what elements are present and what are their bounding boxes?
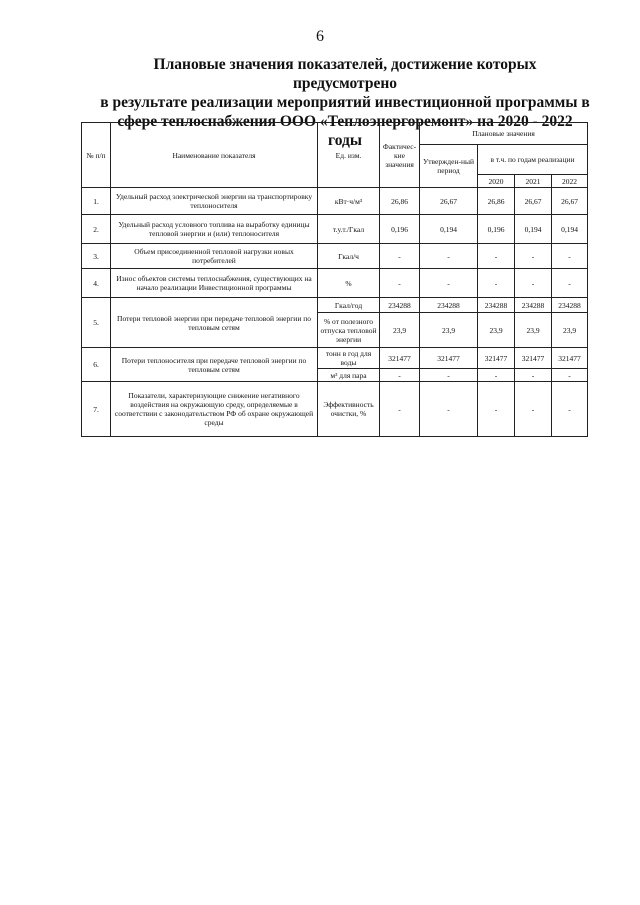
row-approved: - [420, 244, 478, 269]
row-name: Показатели, характеризующие снижение негативного воздействия на окружающую среду, определяемые в соответствии с законодательством РФ об охране окружающей среды [111, 382, 318, 437]
header-year-2022: 2022 [552, 175, 588, 188]
row-2021: 234288 [515, 298, 552, 313]
row-name: Потери теплоносителя при передаче тепловой энергии по тепловым сетям [111, 348, 318, 382]
header-by-years: в т.ч. по годам реализации [478, 145, 588, 175]
table-row [82, 298, 588, 313]
header-year-2020: 2020 [478, 175, 515, 188]
header-planned: Плановые значения [420, 123, 588, 145]
row-actual: - [380, 382, 420, 437]
row-2020: 321477 [478, 348, 515, 369]
row-actual: 0,196 [380, 215, 420, 244]
title-line-1: Плановые значения показателей, достижение которых предусмотрено [153, 56, 537, 92]
row-2021: - [515, 244, 552, 269]
row-2021: 0,194 [515, 215, 552, 244]
row-2022: - [552, 269, 588, 298]
row-2020: 0,196 [478, 215, 515, 244]
row-2022: 0,194 [552, 215, 588, 244]
row-num: 3. [82, 244, 111, 269]
row-unit: кВт·ч/м³ [318, 188, 380, 215]
row-actual: 234288 [380, 298, 420, 313]
row-2022: 23,9 [552, 313, 588, 348]
row-num: 5. [82, 298, 111, 348]
row-unit: т.у.т./Гкал [318, 215, 380, 244]
indicators-table [81, 122, 588, 437]
row-2022: - [552, 244, 588, 269]
row-num: 1. [82, 188, 111, 215]
row-name: Потери тепловой энергии при передаче тепловой энергии по тепловым сетям [111, 298, 318, 348]
row-approved: 23,9 [420, 313, 478, 348]
row-name: Объем присоединенной тепловой нагрузки новых потребителей [111, 244, 318, 269]
row-2021: - [515, 269, 552, 298]
row-unit: м³ для пара [318, 369, 380, 382]
row-name: Удельный расход электрической энергии на транспортировку теплоносителя [111, 188, 318, 215]
row-2020: - [478, 382, 515, 437]
row-2020: 23,9 [478, 313, 515, 348]
table-row [82, 244, 588, 269]
row-actual: - [380, 269, 420, 298]
row-2022: - [552, 369, 588, 382]
row-unit: Гкал/год [318, 298, 380, 313]
row-approved: - [420, 382, 478, 437]
row-unit: Эффективность очистки, % [318, 382, 380, 437]
row-num: 6. [82, 348, 111, 382]
page-number: 6 [316, 28, 324, 45]
row-unit: Гкал/ч [318, 244, 380, 269]
table-row [82, 269, 588, 298]
header-actual: Фактичес-кие значения [380, 123, 420, 188]
row-name: Износ объектов системы теплоснабжения, существующих на начало реализации Инвестиционной программы [111, 269, 318, 298]
header-num: № п/п [82, 123, 111, 188]
row-approved: 234288 [420, 298, 478, 313]
row-approved: 321477 [420, 348, 478, 369]
header-unit: Ед. изм. [318, 123, 380, 188]
title-line-2: в результате реализации мероприятий инвестиционной программы в [100, 94, 590, 111]
row-num: 4. [82, 269, 111, 298]
header-name: Наименование показателя [111, 123, 318, 188]
row-2020: - [478, 269, 515, 298]
row-actual: - [380, 244, 420, 269]
table-row [82, 348, 588, 369]
row-unit: % [318, 269, 380, 298]
row-2020: 234288 [478, 298, 515, 313]
row-2021: 321477 [515, 348, 552, 369]
row-2021: 23,9 [515, 313, 552, 348]
row-unit: тонн в год для воды [318, 348, 380, 369]
row-approved: - [420, 369, 478, 382]
row-2021: 26,67 [515, 188, 552, 215]
row-actual: 26,86 [380, 188, 420, 215]
row-approved: - [420, 269, 478, 298]
table-row [82, 382, 588, 437]
table-row [82, 215, 588, 244]
header-approved: Утвержден-ный период [420, 145, 478, 188]
row-actual: 321477 [380, 348, 420, 369]
row-2022: 234288 [552, 298, 588, 313]
row-2022: - [552, 382, 588, 437]
row-num: 7. [82, 382, 111, 437]
row-2020: - [478, 369, 515, 382]
table-row [82, 188, 588, 215]
row-2022: 26,67 [552, 188, 588, 215]
row-2020: 26,86 [478, 188, 515, 215]
row-num: 2. [82, 215, 111, 244]
row-2021: - [515, 369, 552, 382]
row-unit: % от полезного отпуска тепловой энергии [318, 313, 380, 348]
row-2021: - [515, 382, 552, 437]
row-name: Удельный расход условного топлива на выработку единицы тепловой энергии и (или) теплоносителя [111, 215, 318, 244]
row-2020: - [478, 244, 515, 269]
row-approved: 0,194 [420, 215, 478, 244]
row-approved: 26,67 [420, 188, 478, 215]
row-actual: 23,9 [380, 313, 420, 348]
title-line-3: сфере теплоснабжения ООО «Теплоэнергоремонт» на 2020 - 2022 годы [117, 113, 573, 149]
row-actual: - [380, 369, 420, 382]
row-2022: 321477 [552, 348, 588, 369]
header-year-2021: 2021 [515, 175, 552, 188]
